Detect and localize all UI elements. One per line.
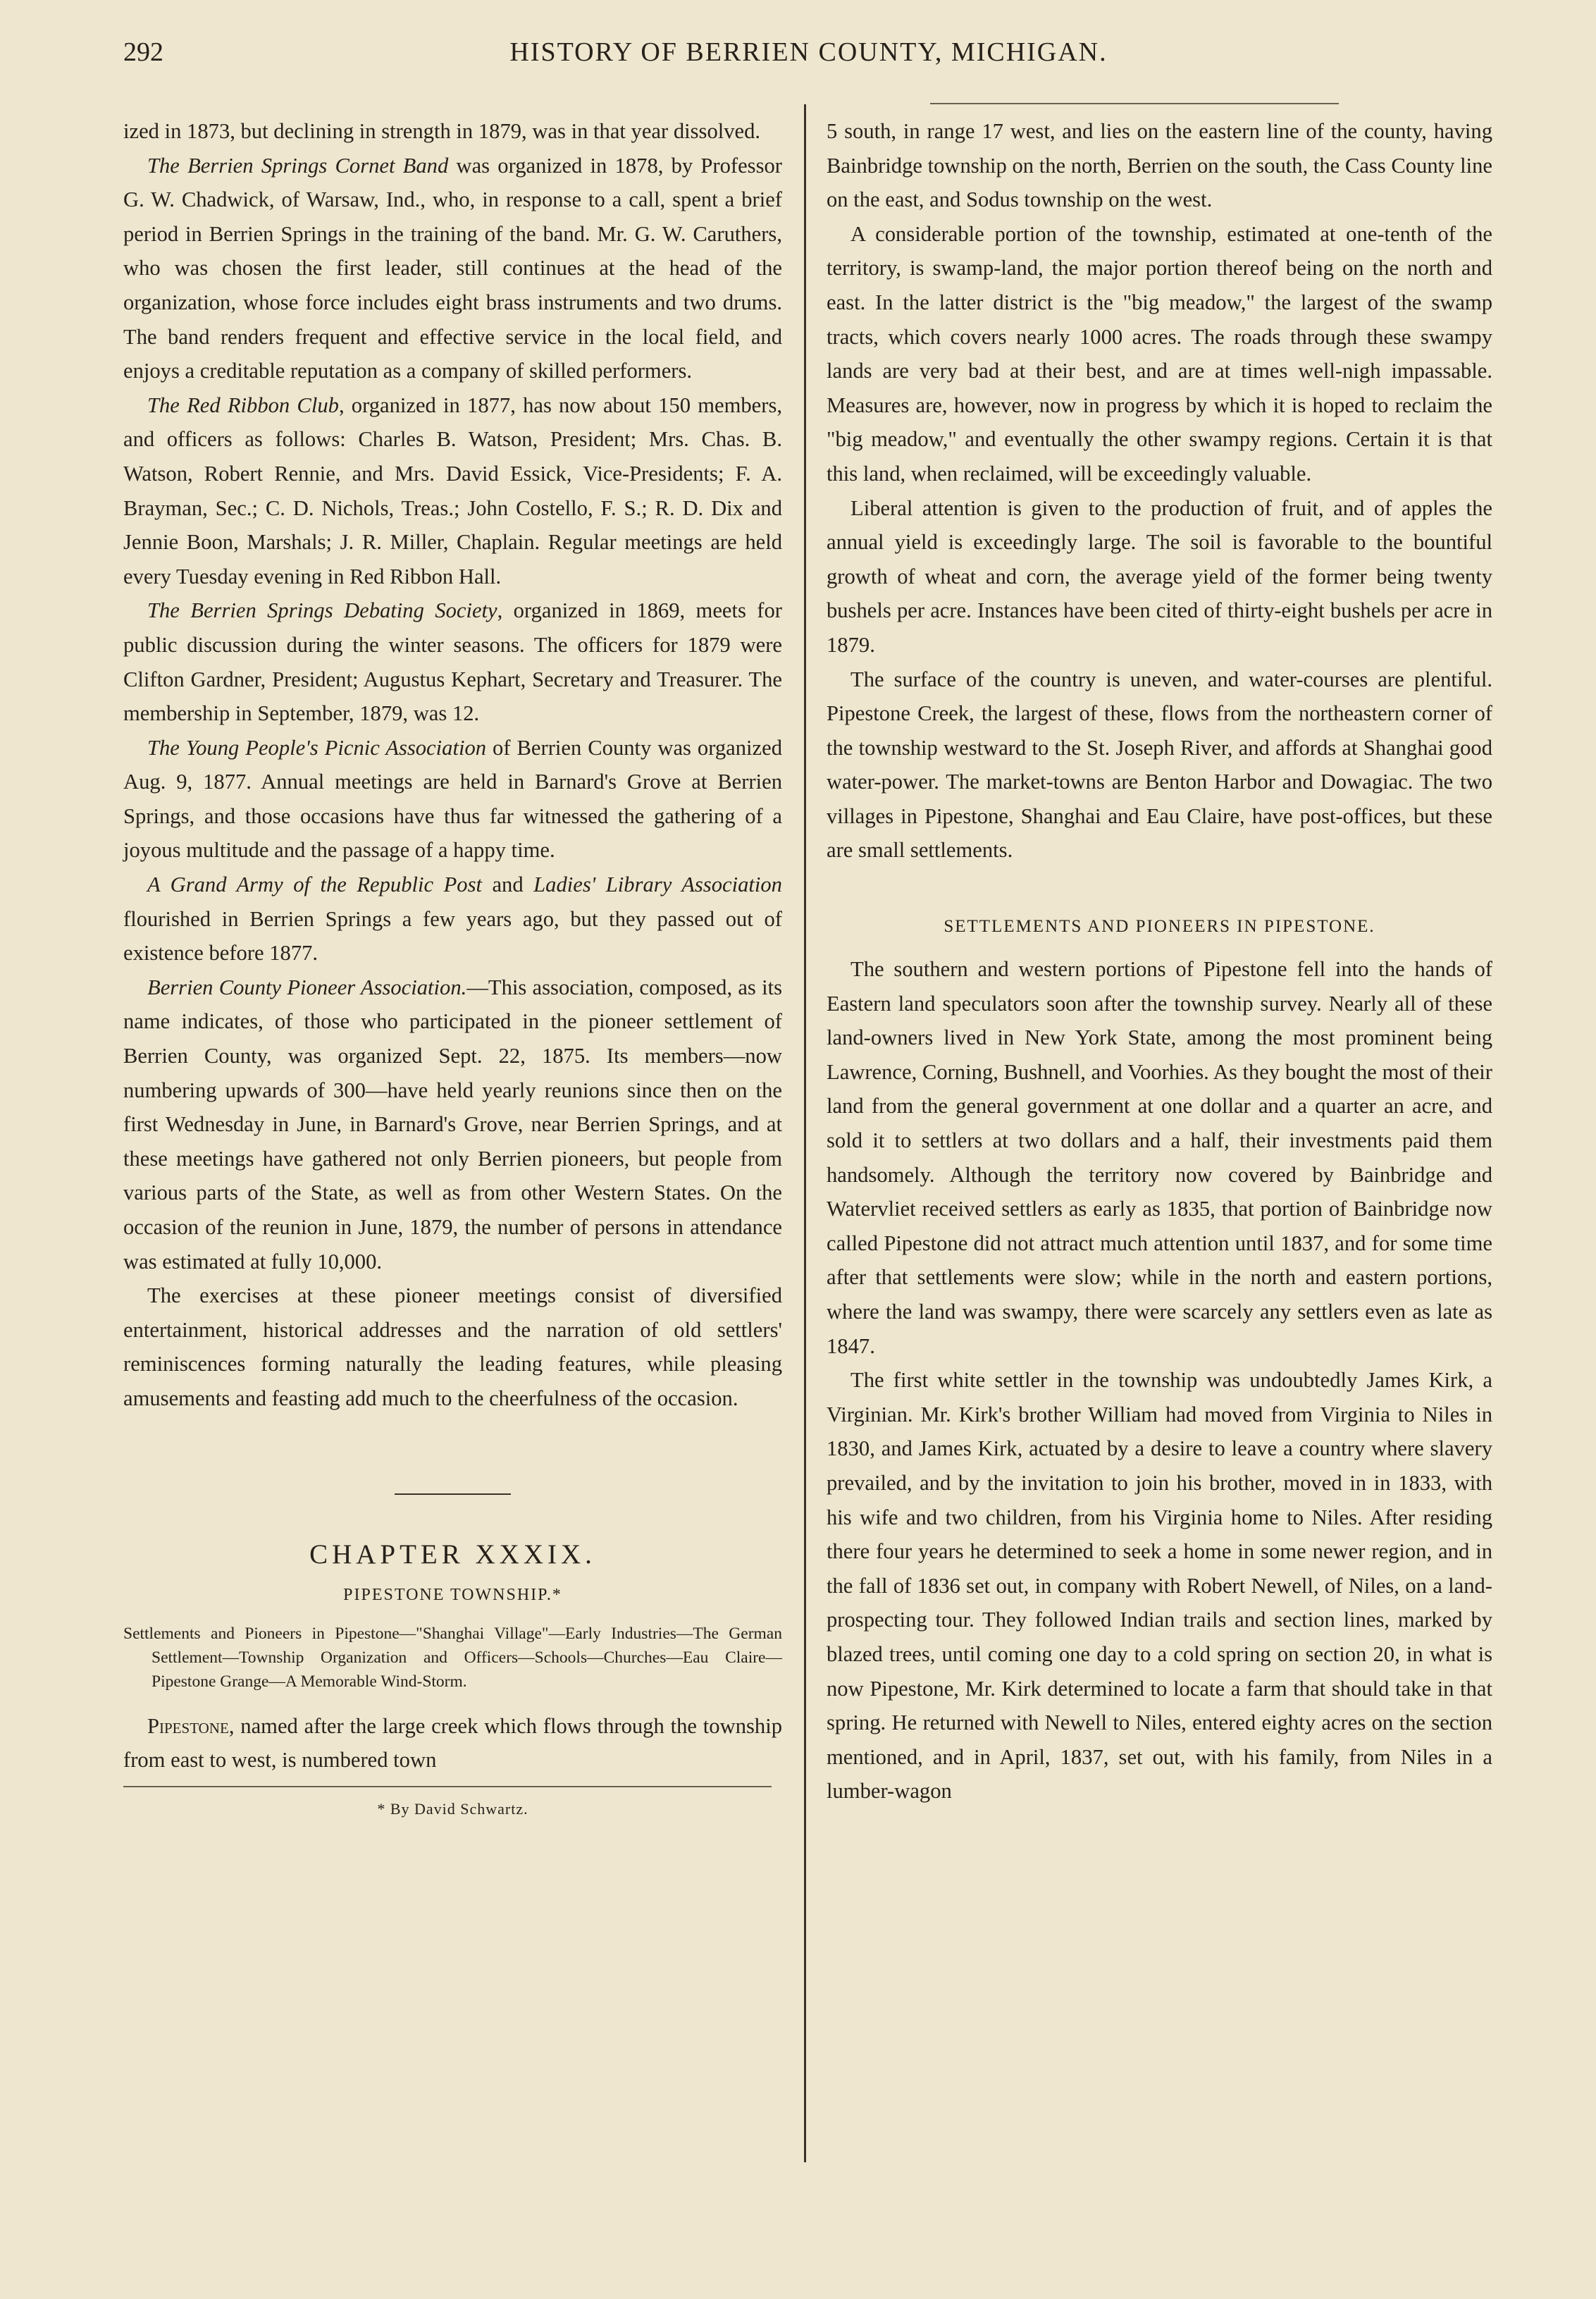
section-heading: SETTLEMENTS AND PIONEERS IN PIPESTONE. <box>944 917 1375 937</box>
paragraph: Liberal attention is given to the production of fruit, and of apples the annual yield is exceedingly large. The soil is favorable to the bountiful growth of wheat and corn, the average yield of the former being twenty bushels per acre. Instances have been cited of thirty-eight bushels per acre in 1879. <box>827 495 1492 657</box>
paragraph: The Berrien Springs Cornet Band was organized in 1878, by Professor G. W. Chadwick, of Warsaw, Ind., who, in response to a call, spent a brief period in Berrien Springs in the training of the band. Mr. G. W. Caruthers, who was chosen the first leader, still continues at the head of the organization, whose force includes eight brass instruments and two drums. The band renders frequent and effective service in the local field, and enjoys a creditable reputation as a company of skilled performers. <box>123 153 782 383</box>
chapter-synopsis: Settlements and Pioneers in Pipestone—"Shanghai Village"—Early Industries—The German Settlement—Township Organization and Officers—Schools—Churches—Eau Claire—Pipestone Grange—A Memorable Wind-Storm. <box>123 1624 782 1691</box>
paragraph: The southern and western portions of Pipestone fell into the hands of Eastern land speculators soon after the township survey. Nearly all of these land-owners lived in New York State, among the most prominent being Lawrence, Corning, Bushnell, and Voorhies. As they bought the most of their land from the general government at one dollar and a quarter an acre, and sold it to settlers at two dollars and a half, their investments paid them handsomely. Although the territory now covered by Bainbridge and Watervliet received settlers as early as 1835, that portion of Bainbridge now called Pipestone did not attract much attention until 1837, and for some time after that settlements were slow; while in the north and eastern portions, where the land was swampy, there were scarcely any settlers even as late as 1847. <box>827 957 1492 1358</box>
italic-title: Berrien County Pioneer Association. <box>147 975 467 999</box>
italic-title: The Berrien Springs Debating Society <box>147 598 497 623</box>
page-header <box>123 37 1494 79</box>
chapter-title: CHAPTER XXXIX. <box>309 1539 596 1570</box>
paragraph: The surface of the country is uneven, and water-courses are plentiful. Pipestone Creek, the largest of these, flows from the northeastern corner of the township westward to the St. Joseph River, and affords at Shanghai good water-power. The market-towns are Benton Harbor and Dowagiac. The two villages in Pipestone, Shanghai and Eau Claire, have post-offices, but these are small settlements. <box>827 667 1492 863</box>
paragraph: A considerable portion of the township, estimated at one-tenth of the territory, is swamp-land, the major portion thereof being on the north and east. In the latter district is the "big meadow," the largest of the swamp tracts, which covers nearly 1000 acres. The roads through these swampy lands are very bad at their best, and are at times well-nigh impassable. Measures are, however, now in progress by which it is hoped to reclaim the "big meadow," and eventually the other swampy regions. Certain it is that this land, when reclaimed, will be exceedingly valuable. <box>827 221 1492 486</box>
column-divider <box>804 104 806 2162</box>
paragraph: A Grand Army of the Republic Post and Ladies' Library Association flourished in Berrien Springs a few years ago, but they passed out of existence before 1877. <box>123 873 782 966</box>
italic-title: The Young People's Picnic Association <box>147 735 487 760</box>
paragraph: The Berrien Springs Debating Society, organized in 1869, meets for public discussion during the winter seasons. The officers for 1879 were Clifton Gardner, President; Augustus Kephart, Secretary and Treasurer. The membership in September, 1879, was 12. <box>123 598 782 726</box>
page-number: 292 <box>123 37 163 67</box>
top-rule <box>930 103 1339 104</box>
running-head: HISTORY OF BERRIEN COUNTY, MICHIGAN. <box>509 37 1108 67</box>
footnote-rule <box>123 1786 772 1787</box>
paragraph: The Young People's Picnic Association of Berrien County was organized Aug. 9, 1877. Annual meetings are held in Barnard's Grove at Berrien Springs, and those occasions have thus far witnessed the gathering of a joyous multitude and the passage of a happy time. <box>123 735 782 863</box>
italic-title: The Berrien Springs Cornet Band <box>147 153 449 178</box>
italic-title: A Grand Army of the Republic Post <box>147 873 482 897</box>
footnote: * By David Schwartz. <box>377 1799 528 1818</box>
paragraph: The first white settler in the township was undoubtedly James Kirk, a Virginian. Mr. Kirk's brother William had moved from Virginia to Niles in 1830, and James Kirk, actuated by a desire to leave a country where slavery prevailed, and by the invitation to join his brother, moved in in 1833, with his wife and two children, from his Virginia home to Niles. After residing there four years he determined to seek a home in some newer region, and in the fall of 1836 set out, in company with Robert Newell, of Niles, on a land-prospecting tour. They followed Indian trails and section lines, marked by blazed trees, until coming one day to a cold spring on section 20, in what is now Pipestone, Mr. Kirk determined to locate a farm that should take in that spring. He returned with Newell to Niles, entered eighty acres on the section mentioned, and in April, 1837, set out, with his family, from Niles in a lumber-wagon <box>827 1368 1492 1804</box>
paragraph: ized in 1873, but declining in strength in 1879, was in that year dissolved. <box>123 119 761 143</box>
paragraph: Pipestone, named after the large creek which flows through the township from east to west, is numbered town <box>123 1713 782 1773</box>
paragraph: 5 south, in range 17 west, and lies on the eastern line of the county, having Bainbridge township on the north, Berrien on the south, the Cass County line on the east, and Sodus township on the west. <box>827 119 1492 212</box>
lead-word: Pipestone <box>147 1713 229 1738</box>
paragraph: Berrien County Pioneer Association.—This association, composed, as its name indicates, of those who participated in the pioneer settlement of Berrien County, was organized Sept. 22, 1875. Its members—now numbering upwards of 300—have held yearly reunions since then on the first Wednesday in June, in Barnard's Grove, near Berrien Springs, and at these meetings have gathered not only Berrien pioneers, but people from various parts of the State, as well as from other Western States. On the occasion of the reunion in June, 1879, the number of persons in attendance was estimated at fully 10,000. <box>123 975 782 1274</box>
chapter-rule <box>395 1493 511 1495</box>
chapter-subtitle: PIPESTONE TOWNSHIP.* <box>343 1585 562 1604</box>
paragraph: The Red Ribbon Club, organized in 1877, has now about 150 members, and officers as follows: Charles B. Watson, President; Mrs. Chas. B. Watson, Robert Rennie, and Mrs. David Essick, Vice-Presidents; F. A. Brayman, Sec.; C. D. Nichols, Treas.; John Costello, F. S.; R. D. Dix and Jennie Boon, Marshals; J. R. Miller, Chaplain. Regular meetings are held every Tuesday evening in Red Ribbon Hall. <box>123 393 782 588</box>
italic-title: Ladies' Library Association <box>533 873 782 897</box>
right-column <box>827 114 1492 1808</box>
paragraph: The exercises at these pioneer meetings consist of diversified entertainment, historical addresses and the narration of old settlers' reminiscences forming naturally the leading features, while pleasing amusements and feasting add much to the cheerfulness of the occasion. <box>123 1283 782 1410</box>
italic-title: The Red Ribbon Club <box>147 393 339 417</box>
left-column <box>123 114 782 1818</box>
